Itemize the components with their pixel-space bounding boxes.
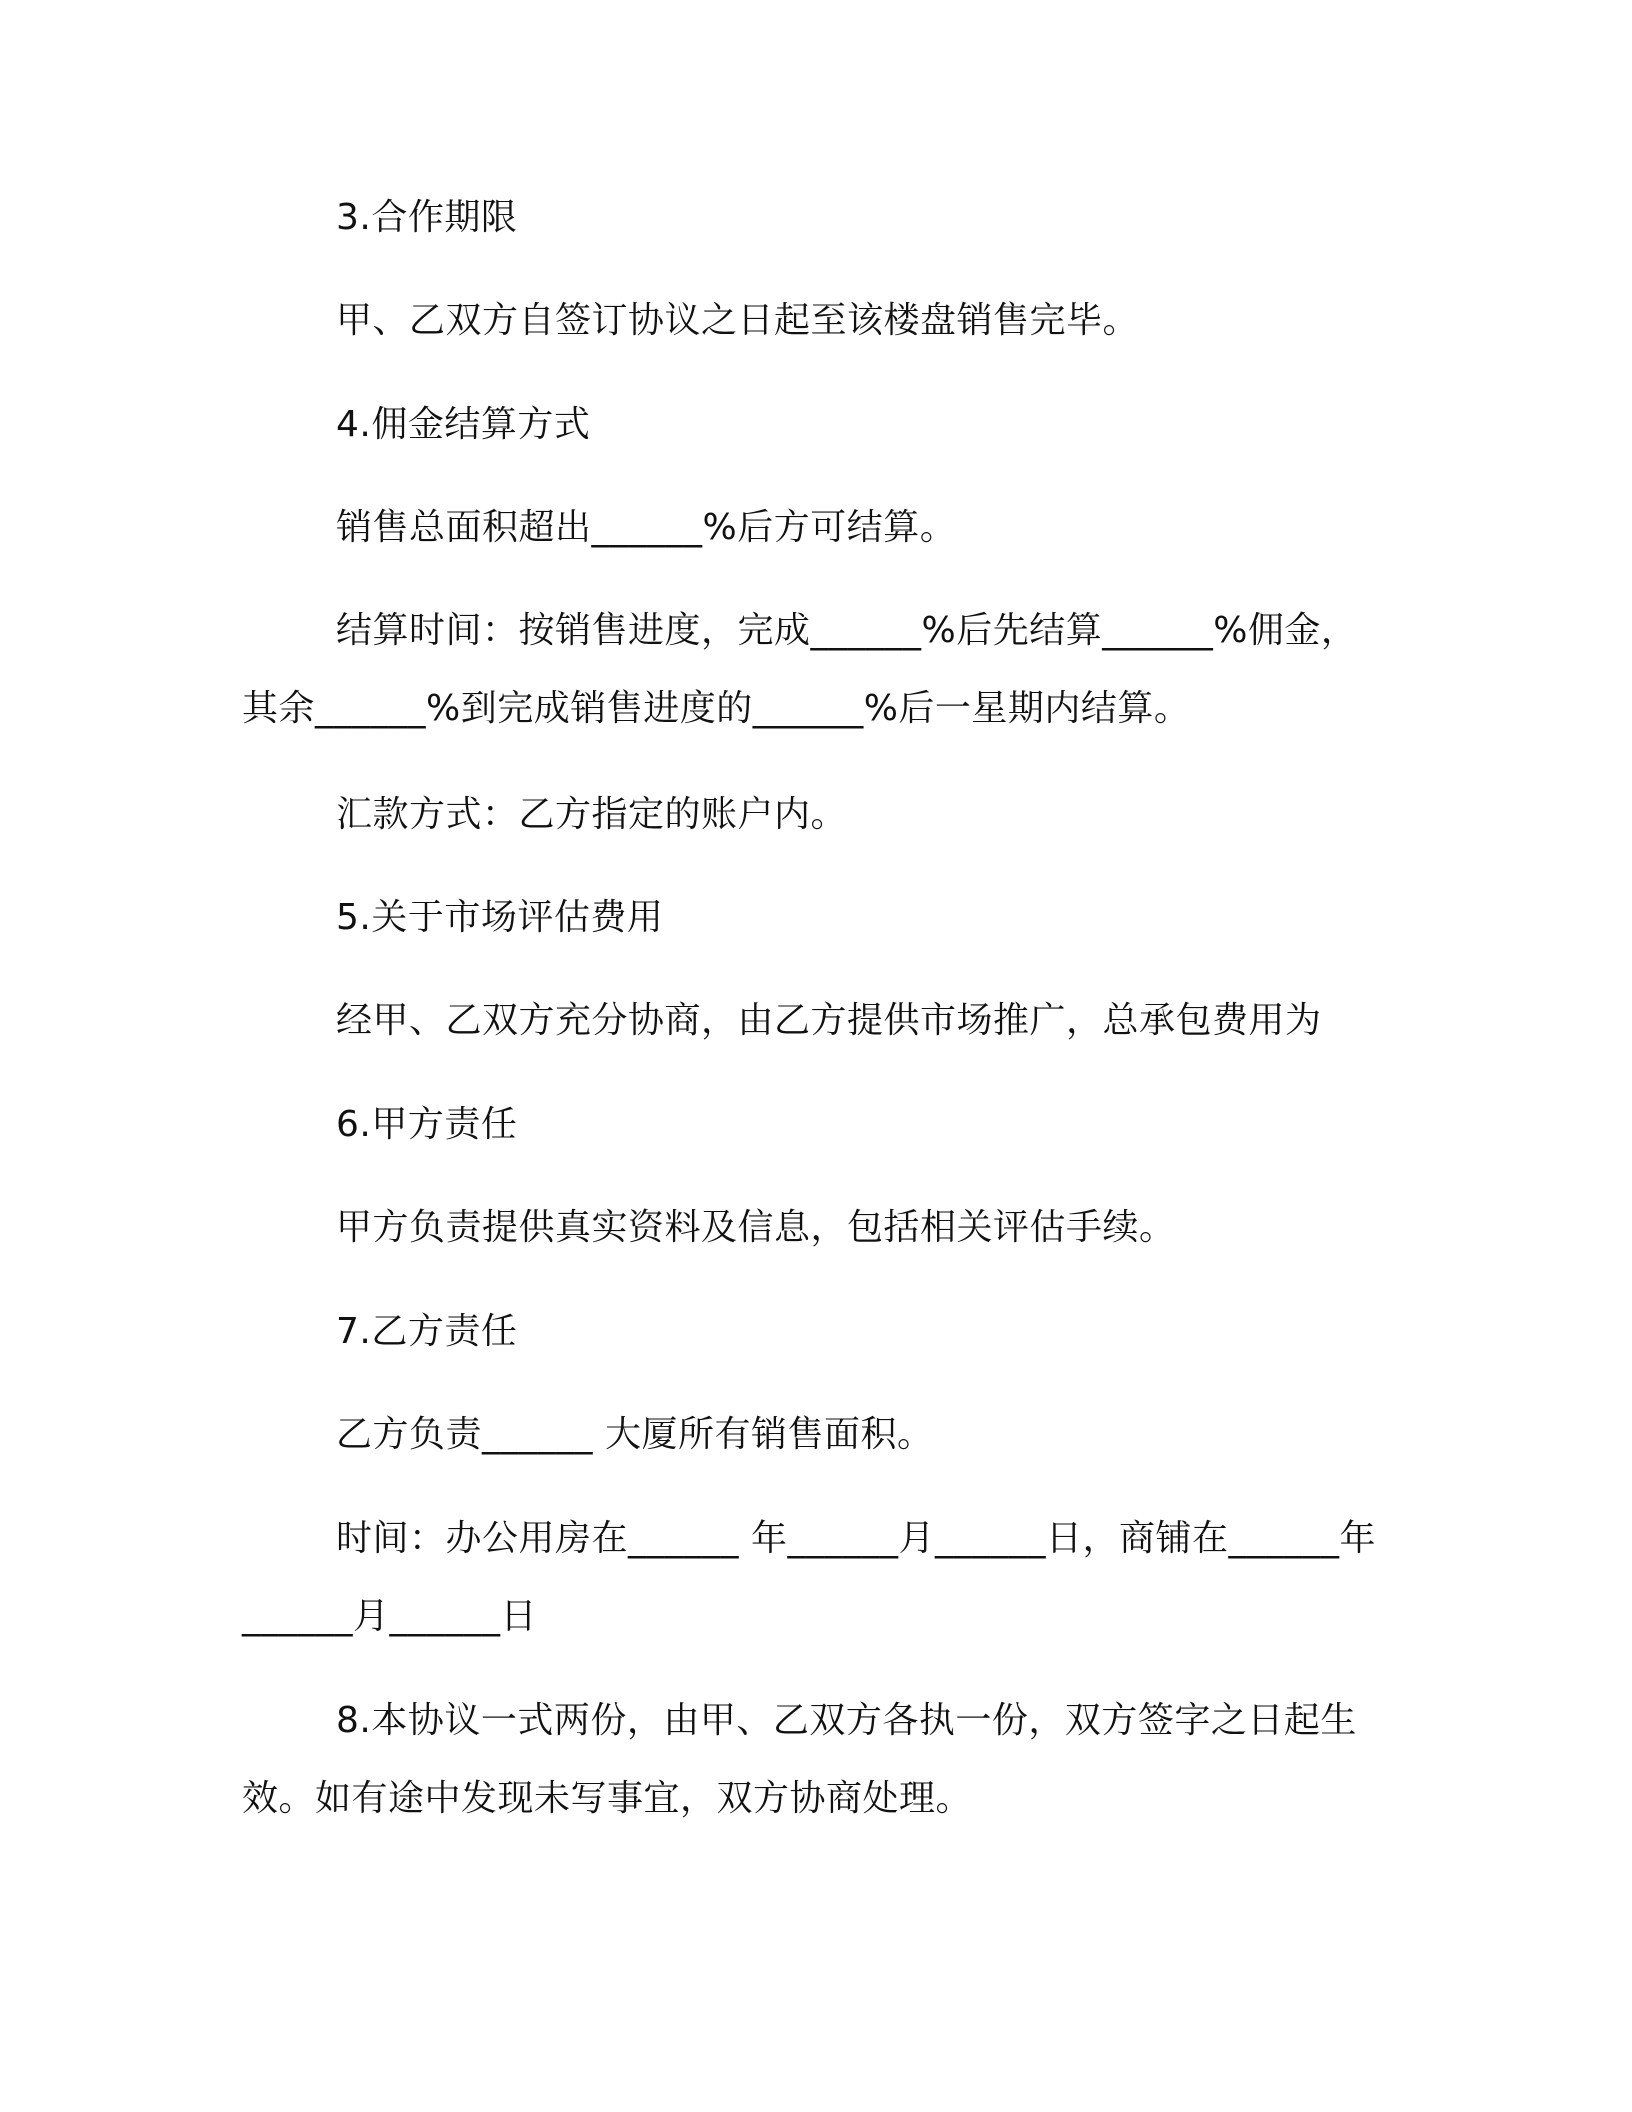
paragraph-term: 甲、乙双方自签订协议之日起至该楼盘销售完毕。 <box>336 300 1140 341</box>
paragraph-settlement-time: 结算时间：按销售进度，完成______%后先结算______%佣金，其余______%到完成销售进度的______%后一星期内结算。 <box>242 610 1358 729</box>
section-heading-market-fee: 5.关于市场评估费用 <box>336 897 664 938</box>
section-heading-party-a: 6.甲方责任 <box>336 1104 518 1145</box>
section-heading-commission: 4.佣金结算方式 <box>336 404 591 445</box>
paragraph-time-schedule: 时间：办公用房在______ 年______月______日，商铺在______年______月______日 <box>242 1518 1376 1637</box>
paragraph-agreement-copies: 8.本协议一式两份，由甲、乙双方各执一份，双方签字之日起生效。如有途中发现未写事宜，双方协商处理。 <box>242 1700 1357 1819</box>
paragraph-commission-threshold: 销售总面积超出______%后方可结算。 <box>336 507 957 548</box>
paragraph-remittance: 汇款方式：乙方指定的账户内。 <box>336 794 848 835</box>
paragraph-party-a: 甲方负责提供真实资料及信息，包括相关评估手续。 <box>336 1207 1176 1248</box>
paragraph-party-b: 乙方负责______ 大厦所有销售面积。 <box>336 1414 934 1455</box>
paragraph-market-fee: 经甲、乙双方充分协商，由乙方提供市场推广，总承包费用为 <box>336 1000 1322 1041</box>
section-heading-term: 3.合作期限 <box>336 197 518 238</box>
section-heading-party-b: 7.乙方责任 <box>336 1311 518 1352</box>
